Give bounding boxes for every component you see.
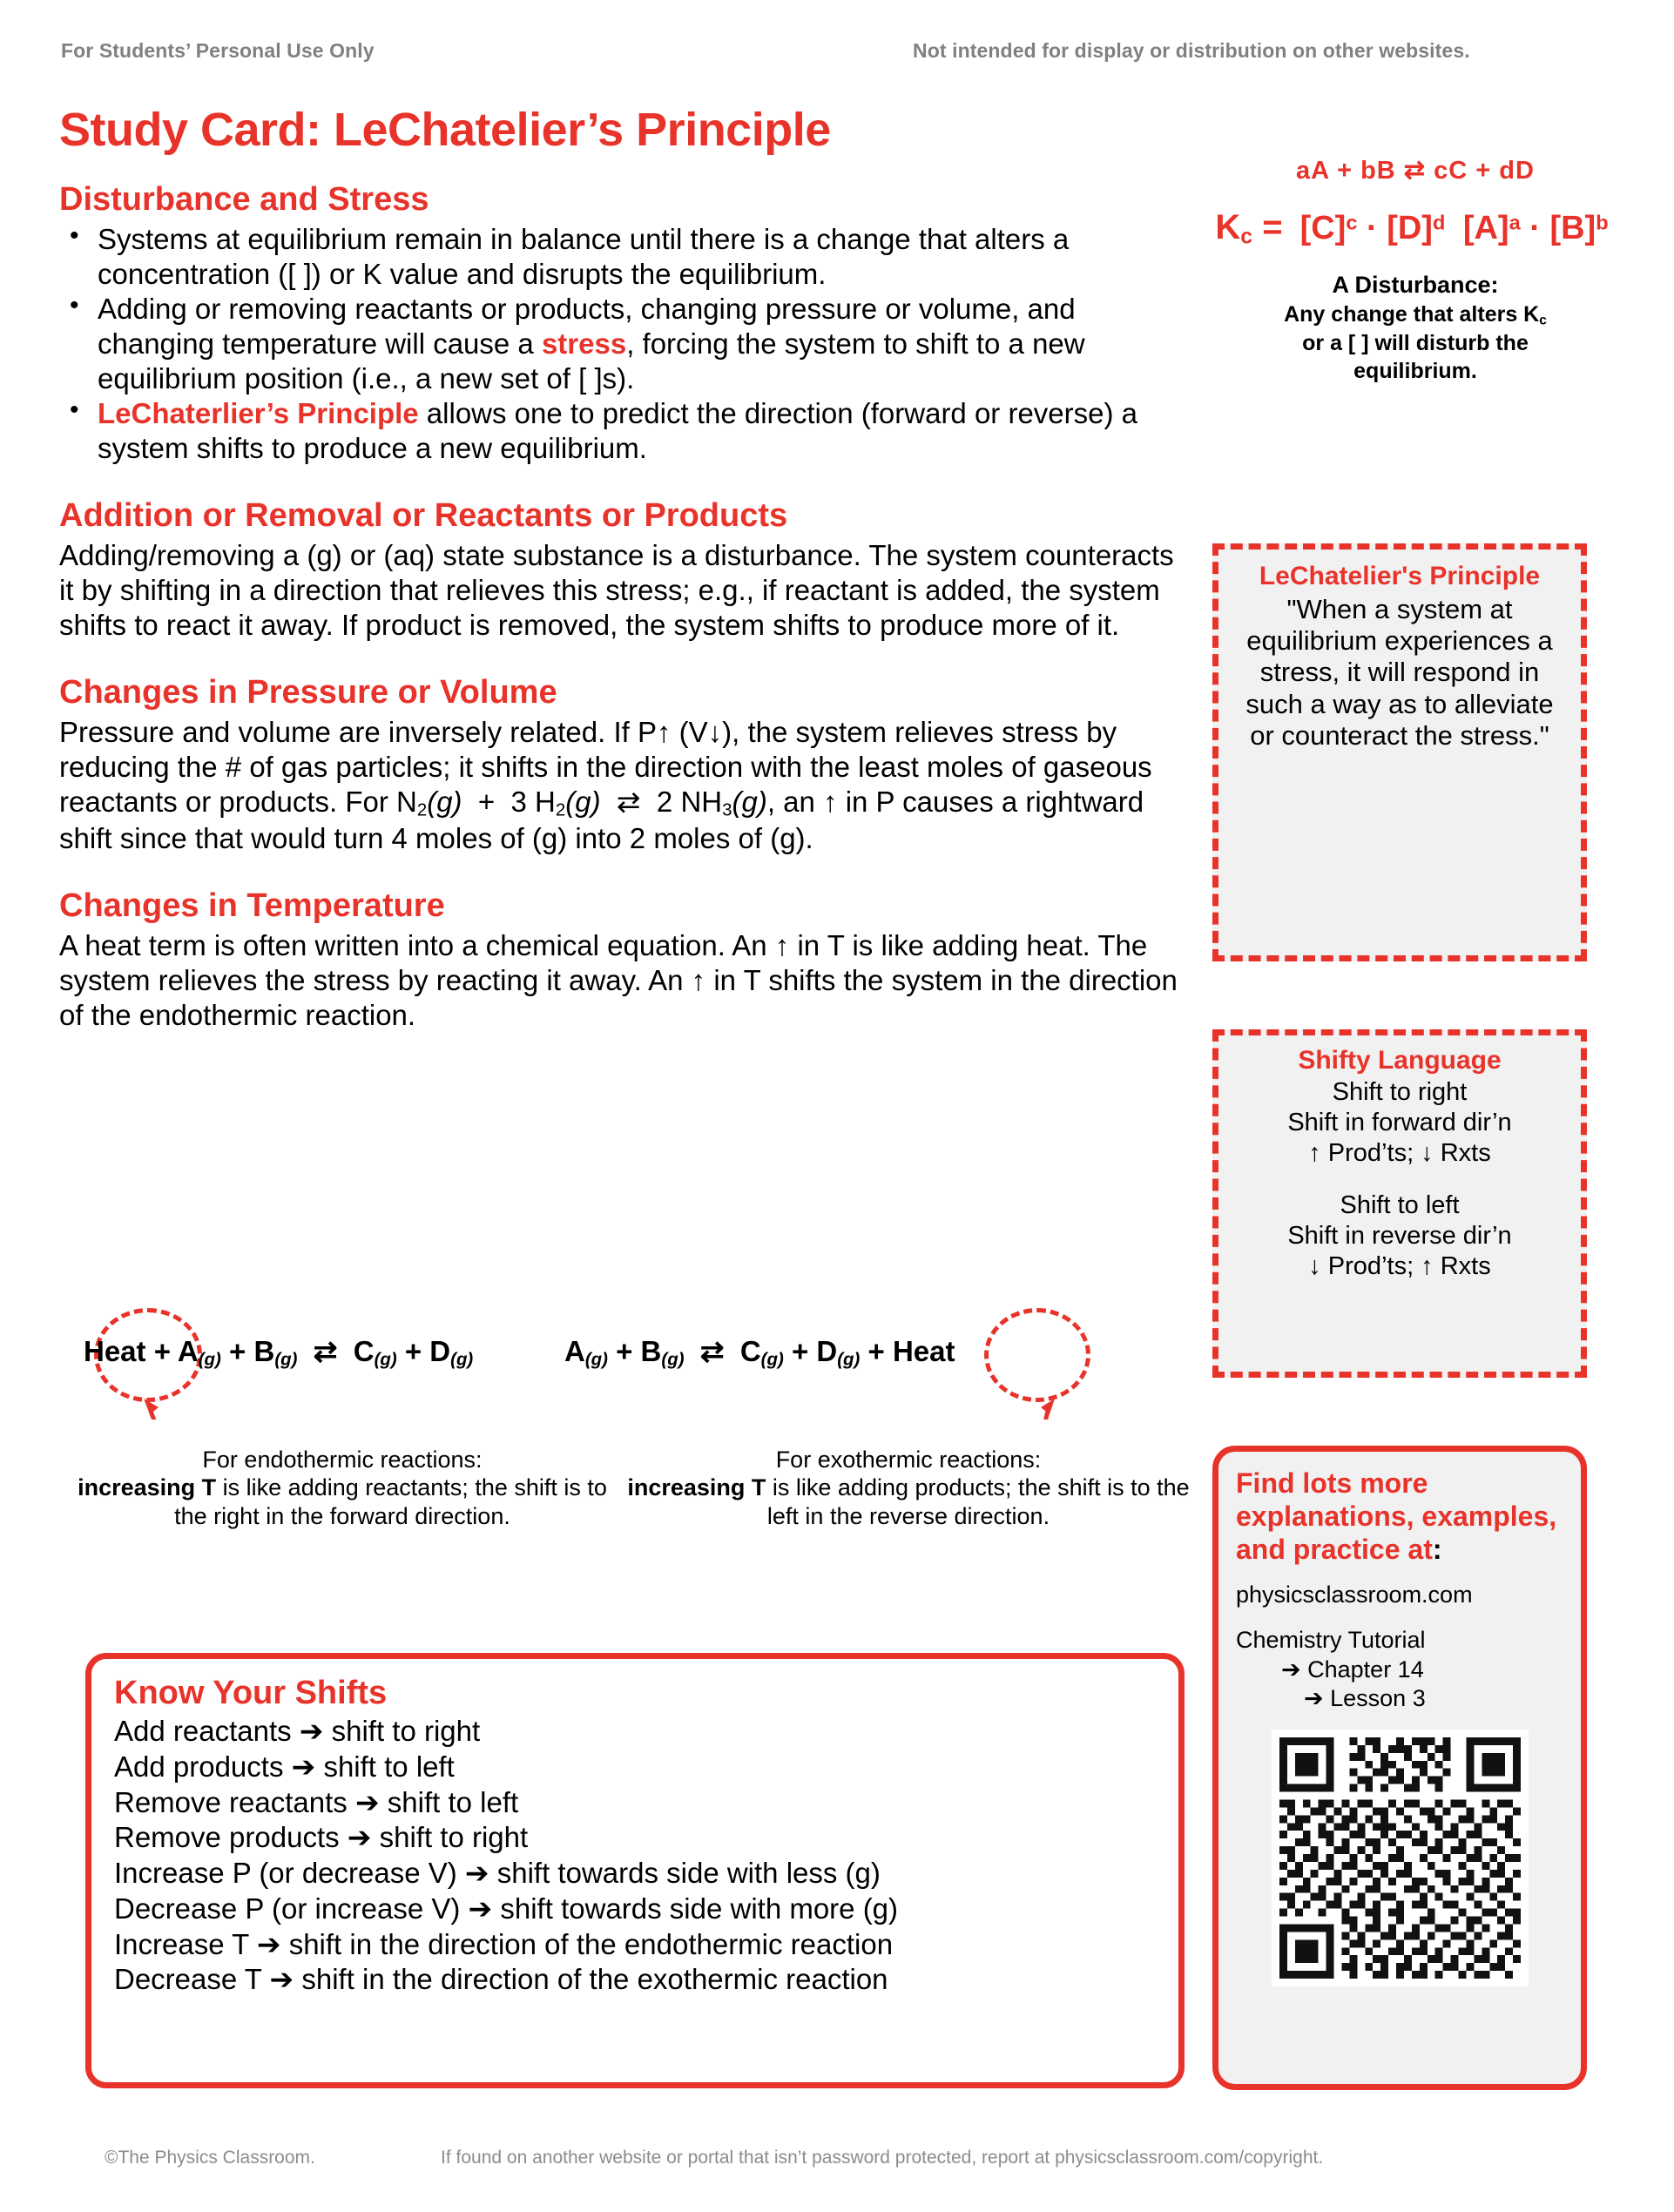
shift-rule-8: Decrease T ➔ shift in the direction of the exothermic reaction [114,1963,888,1996]
find-more-title-colon: : [1432,1533,1442,1565]
list-item [59,222,1183,292]
footer-copyright: ©The Physics Classroom. [105,2148,315,2168]
spacer [1227,1168,1572,1190]
shifty-g2-line3: ↓ Prod’ts; ↑ Rxts [1308,1251,1491,1280]
section-heading-addition: Addition or Removal or Reactants or Products [59,497,788,535]
qr-code-icon[interactable] [1272,1730,1529,1986]
disturbance-definition-line1: Any change that alters $K_c$ [1284,302,1547,328]
kc-fraction [1293,210,1616,247]
endothermic-caption [59,1446,625,1530]
exothermic-caption-body [625,1474,1191,1530]
shift-rule-2: Add products ➔ shift to left [114,1750,455,1783]
exothermic-caption-bold: increasing T [627,1474,766,1501]
shifty-g1-line2: Shift in forward dir’n [1287,1108,1512,1136]
endothermic-caption-bold: increasing T [78,1474,217,1501]
shifty-g1-line1: Shift to right [1332,1078,1468,1106]
pressure-equation: $N_2(g) + 3$ $H_2(g)$ ⇄ 2 $NH_3(g)$ [396,785,767,820]
list-item [59,396,1183,466]
section-body-temperature: A heat term is often written into a chemical equation. An ↑ in T is like adding heat. The system relieves the stress by reacting it away. An ↑ in T shifts the system in the direction of the endothermic reaction. [59,928,1178,1031]
section-heading-disturbance: Disturbance and Stress [59,181,429,218]
kc-denominator: $[A]^a \cdot [B]^b$ [1462,210,1609,247]
endothermic-caption-line1: For endothermic reactions: [202,1447,483,1473]
endothermic-caption-rest: is like adding reactants; the shift is to the right in the forward direction. [174,1474,607,1529]
bullet-text-3b: allows one to predict the direction (forward or reverse) a system shifts to produce a new equilibrium. [98,397,1138,465]
bullet-text-2-stress: stress [541,327,627,360]
disturbance-bullet-list [59,222,1183,467]
exothermic-caption [625,1446,1191,1530]
generic-reaction-equation: aA + bB ⇄ cC + dD [1296,157,1535,185]
kc-numerator: $[C]^c \cdot [D]^d$ [1299,210,1446,247]
lcp-box-quote: "When a system at equilibrium experiences a stress, it will respond in such a way as to alleviate or counteract the stress." [1245,593,1554,751]
kc-label: $K_c$ = [1215,208,1283,249]
section-heading-temperature: Changes in Temperature [59,887,445,925]
lcp-box-title: LeChatelier's Principle [1259,562,1541,590]
main-content-column [59,181,1183,1033]
bullet-text-1: Systems at equilibrium remain in balance until there is a change that alters a concentration ([ ]) or K value and disrupts the equilibrium. [98,222,1070,290]
page-title: Study Card: LeChatelier’s Principle [59,104,831,156]
shifty-g2-line1: Shift to left [1340,1191,1460,1220]
qr-code-wrapper[interactable] [1236,1730,1563,1986]
bullet-text-2b: , forcing the system to shift to a new equilibrium position (i.e., a new set of [ ]s). [98,327,1085,395]
exothermic-caption-rest: is like adding products; the shift is to the left in the reverse direction. [766,1474,1190,1529]
shift-rule-4: Remove products ➔ shift to right [114,1821,529,1854]
tutorial-lesson: ➔ Lesson 3 [1304,1685,1426,1712]
spacer [59,466,1183,497]
know-your-shifts-box [85,1653,1185,2088]
disturbance-definition-line3: equilibrium. [1353,359,1477,384]
kc-expression [1193,208,1637,249]
header-left-notice: For Students’ Personal Use Only [61,39,375,62]
disturbance-definition [1193,270,1637,385]
section-heading-pressure: Changes in Pressure or Volume [59,674,557,711]
heat-equations-row [59,1315,1191,1420]
find-more-title [1236,1467,1563,1566]
spacer [59,643,1183,674]
shifts-box-title: Know Your Shifts [114,1675,388,1711]
shifty-box-title: Shifty Language [1298,1046,1502,1075]
bullet-text-3-principle: LeChaterlier’s Principle [98,397,419,430]
bullet-text-2a: Adding or removing reactants or products, changing pressure or volume, and changing temperature will cause a [98,292,1076,360]
shifty-language-box [1212,1029,1587,1378]
heat-captions-row [59,1446,1191,1530]
shift-rule-3: Remove reactants ➔ shift to left [114,1785,519,1818]
footer-notice: If found on another website or portal that isn’t password protected, report at physicsclassroom.com/copyright. [441,2148,1324,2168]
disturbance-definition-title: A Disturbance: [1332,272,1499,299]
shift-rule-1: Add reactants ➔ shift to right [114,1715,481,1747]
shift-rule-5: Increase P (or decrease V) ➔ shift towards side with less (g) [114,1857,881,1889]
exothermic-equation: $A_{(g)} + B_{(g)}$ ⇄ $C_{(g)} + D_{(g)}$ + Heat [564,1335,955,1370]
website-url[interactable]: physicsclassroom.com [1236,1581,1473,1608]
shifty-g1-line3: ↑ Prod’ts; ↓ Rxts [1308,1138,1491,1167]
endothermic-equation: Heat + $A_{(g)} + B_{(g)}$ ⇄ $C_{(g)} + D_{(g)}$ [84,1335,474,1370]
kc-equation-panel [1193,155,1637,385]
disturbance-definition-line2: or a [ ] will disturb the [1302,331,1529,356]
lechateliers-principle-box [1212,543,1587,961]
dashed-ellipse-heat-right [984,1308,1090,1402]
tutorial-name: Chemistry Tutorial [1236,1627,1426,1654]
spacer [59,856,1183,887]
find-more-box [1212,1446,1587,2090]
tutorial-chapter: ➔ Chapter 14 [1281,1656,1424,1683]
header-right-notice: Not intended for display or distribution on other websites. [913,39,1470,62]
exothermic-caption-line1: For exothermic reactions: [775,1447,1042,1473]
shift-rule-7: Increase T ➔ shift in the direction of the endothermic reaction [114,1927,894,1960]
pressure-line-2-rest: , an ↑ in P causes a rightward shift since that would turn 4 moles of (g) into 2 moles of (g). [59,785,1144,855]
list-item [59,292,1183,396]
section-body-addition: Adding/removing a (g) or (aq) state substance is a disturbance. The system counteracts it by shifting in a direction that relieves this stress; e.g., if reactant is added, the system shifts to react it away. If product is removed, the system shifts to produce more of it. [59,538,1174,641]
find-more-title-text: Find lots more explanations, examples, and practice at [1236,1467,1557,1565]
section-body-pressure [59,715,1183,857]
endothermic-caption-body [59,1474,625,1530]
pressure-line-1: Pressure and volume are inversely related. If P↑ (V↓), the system relieves stress by reducing the # of gas particles; it shifts in the direction with the least moles of gaseous reactants or products. For [59,715,1152,818]
shift-rule-6: Decrease P (or increase V) ➔ shift towards side with more (g) [114,1892,899,1925]
shifty-g2-line2: Shift in reverse dir’n [1287,1222,1512,1251]
page-header [0,39,1674,74]
tutorial-reference [1236,1626,1563,1713]
